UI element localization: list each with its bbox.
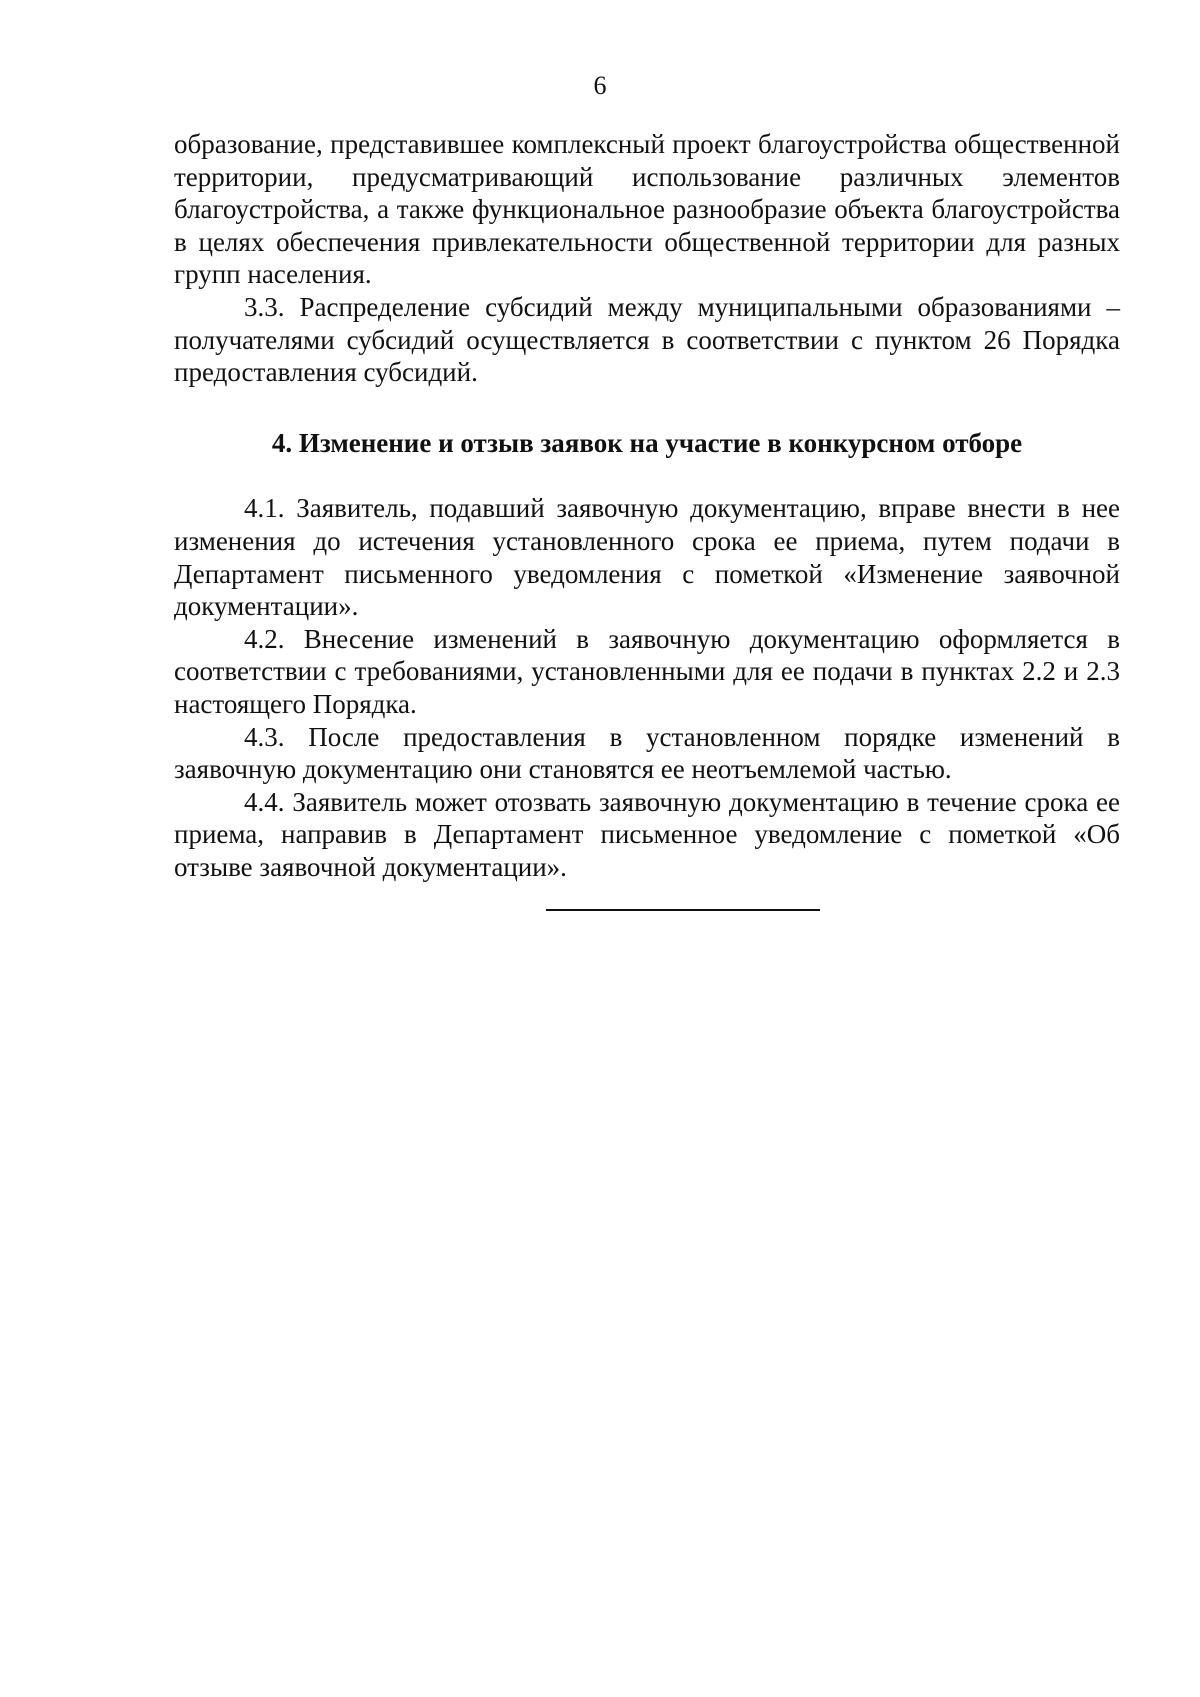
paragraph-4-3: 4.3. После предоставления в установленном порядке изменений в заявочную документацию они становятся ее неотъемлемой частью.	[174, 721, 1120, 785]
paragraph-4-2: 4.2. Внесение изменений в заявочную документацию оформляется в соответствии с требованиями, установленными для ее подачи в пунктах 2.2 и 2.3 настоящего Порядка.	[174, 623, 1120, 719]
paragraph-4-4: 4.4. Заявитель может отозвать заявочную документацию в течение срока ее приема, направив в Департамент письменное уведомление с пометкой «Об отзыве заявочной документации».	[174, 786, 1120, 882]
document-body	[174, 128, 1120, 911]
paragraph-4-1: 4.1. Заявитель, подавший заявочную документацию, вправе внести в нее изменения до истечения установленного срока ее приема, путем подачи в Департамент письменного уведомления с пометкой «Изменение заявочной документации».	[174, 493, 1120, 622]
page-number: 6	[593, 71, 607, 100]
continuation-paragraph: образование, представившее комплексный проект благоустройства общественной территории, предусматривающий использование различных элементов благоустройства, а также функциональное разнообразие объекта благоустройства в целях обеспечения привлекательности общественной территории для разных групп населения.	[174, 129, 1120, 290]
paragraph-3-3: 3.3. Распределение субсидий между муниципальными образованиями – получателями субсидий осуществляется в соответствии с пунктом 26 Порядка предоставления субсидий.	[174, 291, 1120, 388]
end-of-document-rule	[546, 909, 820, 911]
section-4-heading: 4. Изменение и отзыв заявок на участие в конкурсном отборе	[271, 427, 1023, 458]
